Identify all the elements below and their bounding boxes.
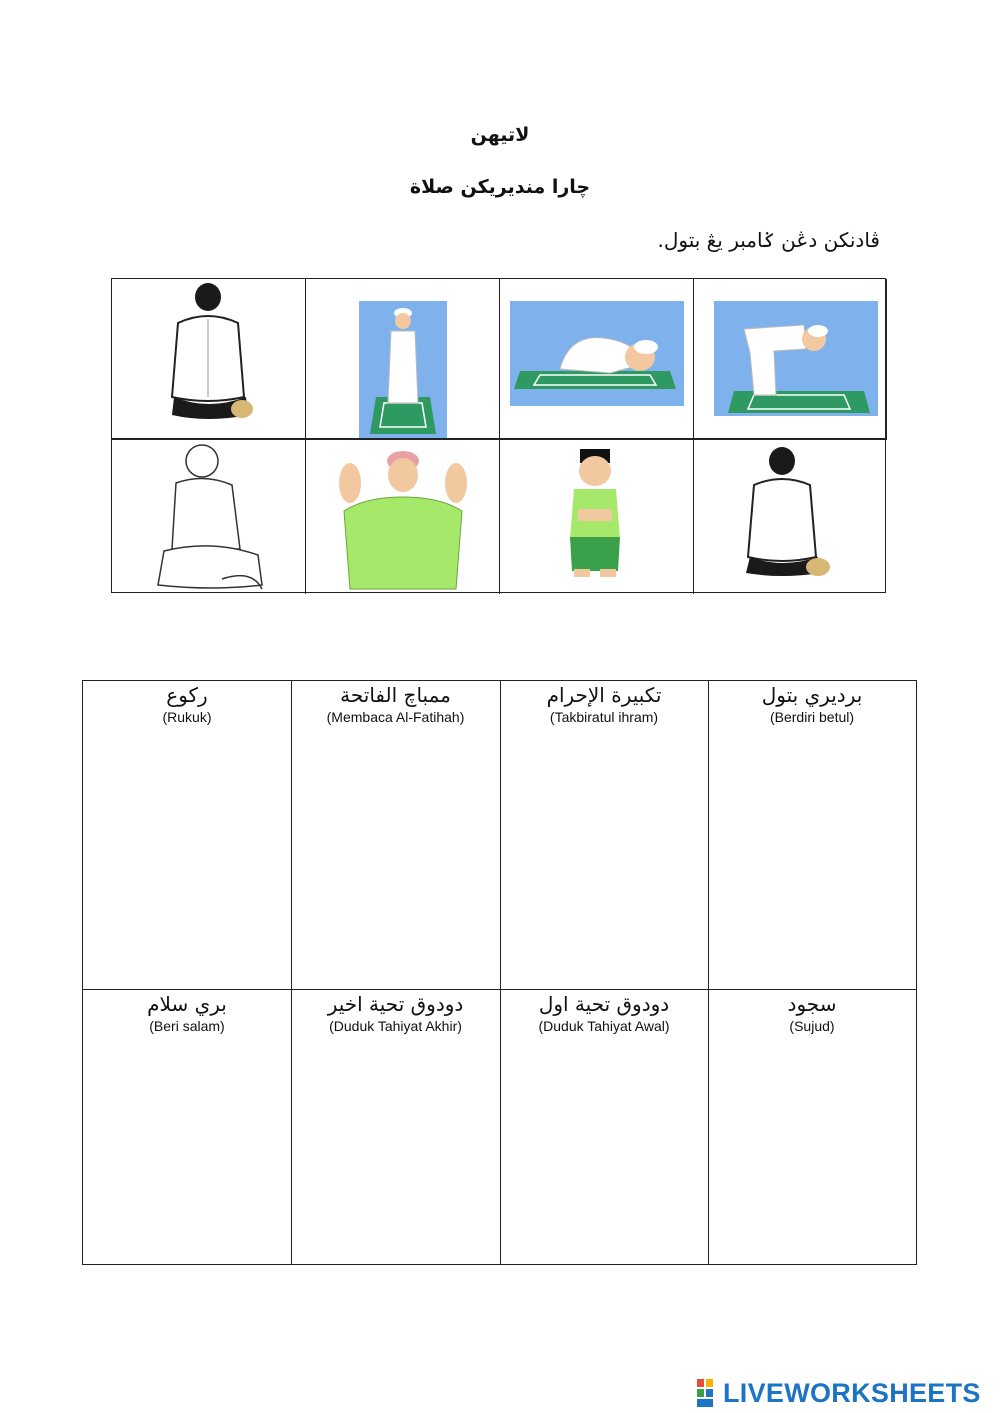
answer-latin: (Rukuk) [162, 709, 212, 725]
answer-cell-fatihah[interactable] [291, 681, 500, 989]
answer-latin: (Sujud) [789, 1018, 835, 1034]
picture-grid [111, 278, 886, 593]
answer-jawi: سجود [787, 992, 837, 1016]
answer-table [82, 680, 917, 1265]
answer-cell-salam[interactable] [83, 990, 291, 1264]
answer-cell-sujud[interactable] [708, 990, 916, 1264]
picture-takbir[interactable] [306, 439, 500, 594]
answer-jawi: دودوق تحية اخير [327, 992, 464, 1016]
answer-cell-takbiratul[interactable] [500, 681, 708, 989]
answer-cell-rukuk[interactable] [83, 681, 291, 989]
logo-text: LIVEWORKSHEETS [723, 1377, 981, 1408]
answer-latin: (Takbiratul ihram) [549, 709, 659, 725]
page-title: لاتيهن [470, 124, 530, 146]
answer-jawi: برديري بتول [761, 683, 863, 707]
liveworksheets-logo[interactable] [697, 1378, 981, 1408]
answer-jawi: تكبيرة الإحرام [546, 683, 662, 707]
answer-latin: (Berdiri betul) [769, 709, 855, 725]
picture-standing-mat[interactable] [306, 279, 500, 439]
picture-sitting-outline[interactable] [112, 439, 306, 594]
answer-latin: (Duduk Tahiyat Akhir) [329, 1018, 462, 1034]
answer-jawi: دودوق تحية اول [538, 992, 670, 1016]
answer-latin: (Duduk Tahiyat Awal) [538, 1018, 670, 1034]
picture-sitting-back[interactable] [694, 439, 887, 594]
page-subtitle: چارا منديريكن صلاة [409, 176, 591, 198]
answer-cell-berdiri[interactable] [708, 681, 916, 989]
liveworksheets-logo-icon [697, 1379, 723, 1407]
picture-hands-folded[interactable] [500, 439, 694, 594]
picture-kneeling-back[interactable] [112, 279, 306, 439]
answer-jawi: بري سلام [147, 992, 227, 1016]
picture-bowing[interactable] [694, 279, 887, 439]
answer-latin: (Membaca Al-Fatihah) [326, 709, 465, 725]
answer-cell-tahiyat-awal[interactable] [500, 990, 708, 1264]
instruction-text: ڤادنكن دڠن ݢامبر يڠ بتول. [657, 228, 880, 252]
picture-prostrating[interactable] [500, 279, 694, 439]
answer-jawi: ممباچ الفاتحة [340, 683, 451, 707]
answer-latin: (Beri salam) [149, 1018, 225, 1034]
answer-jawi: ركوع [166, 683, 208, 707]
answer-cell-tahiyat-akhir[interactable] [291, 990, 500, 1264]
